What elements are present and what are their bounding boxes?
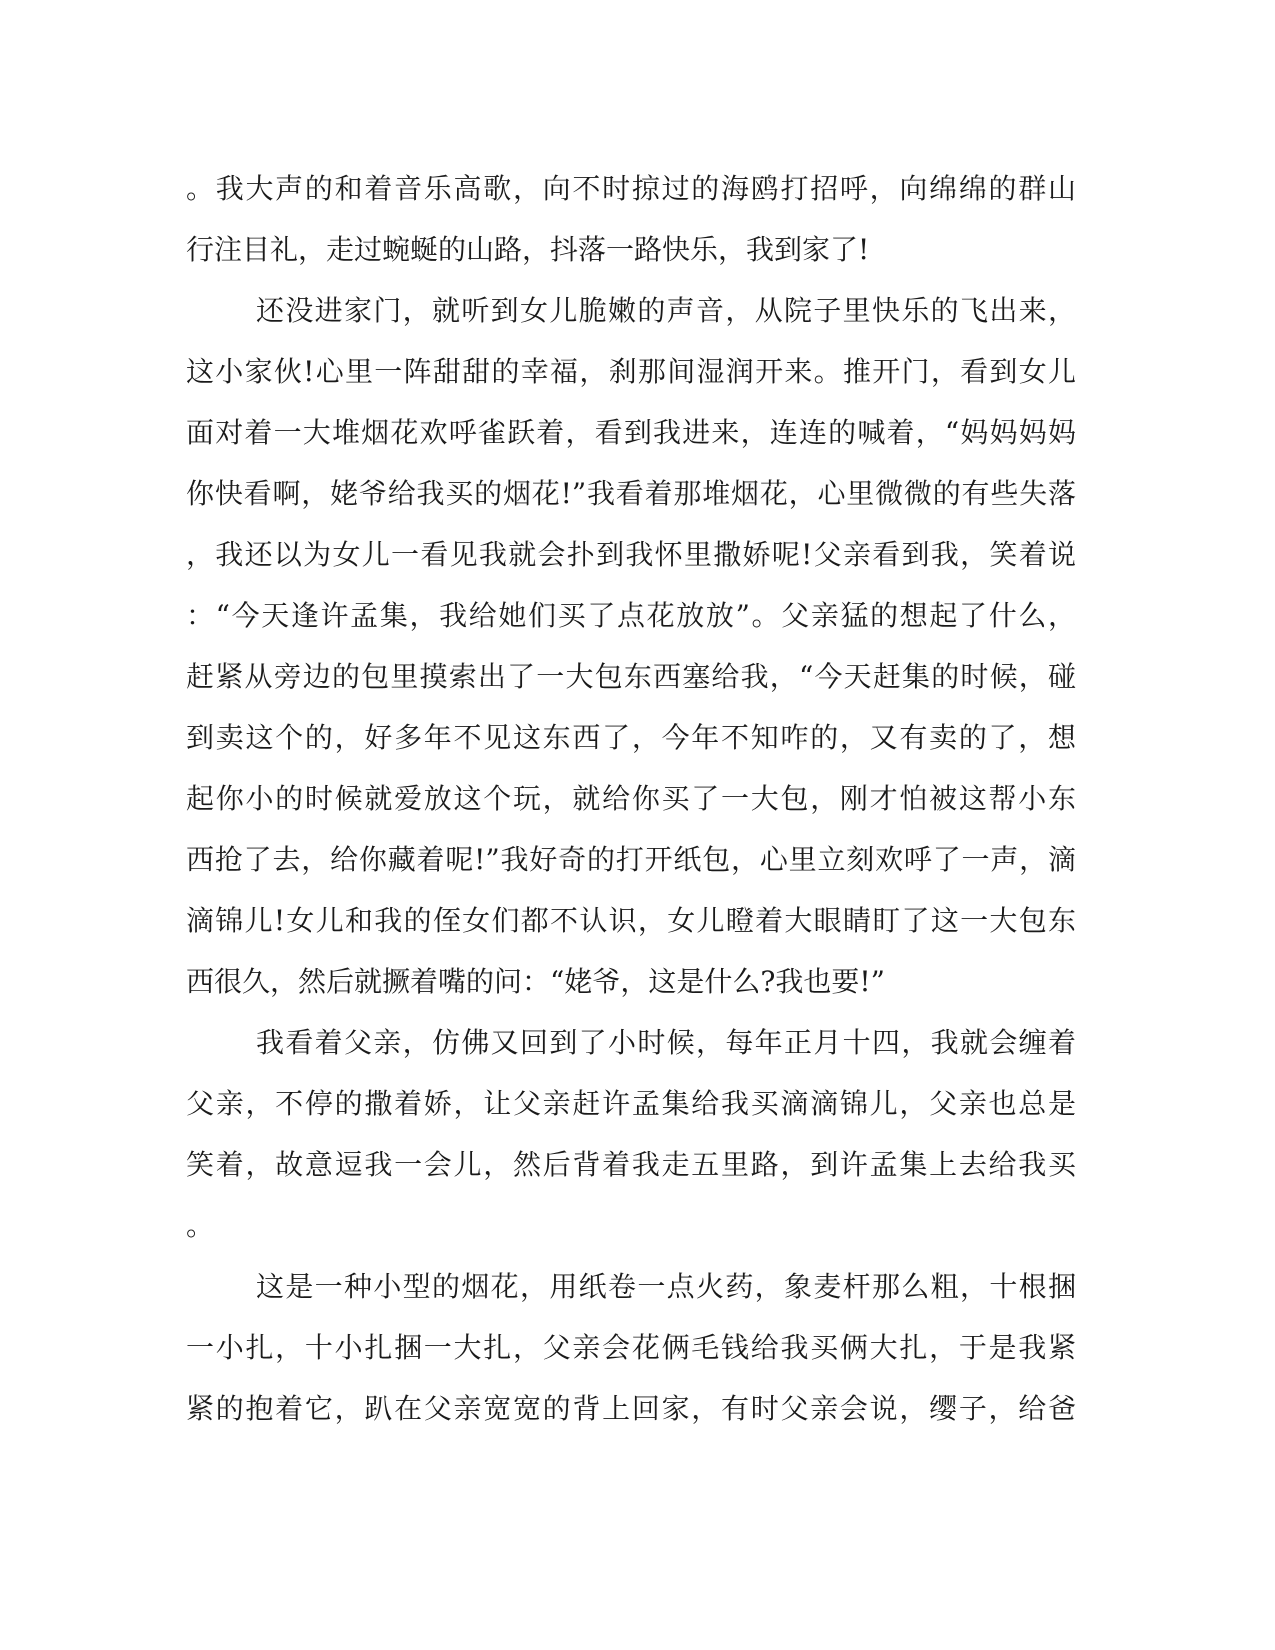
text-line: 面对着一大堆烟花欢呼雀跃着，看到我进来，连连的喊着，“妈妈妈妈	[186, 416, 1076, 449]
text-line: 一小扎，十小扎捆一大扎，父亲会花俩毛钱给我买俩大扎，于是我紧	[186, 1331, 1076, 1364]
text-line: ，我还以为女儿一看见我就会扑到我怀里撒娇呢!父亲看到我，笑着说	[186, 538, 1076, 571]
text-line: 。我大声的和着音乐高歌，向不时掠过的海鸥打招呼，向绵绵的群山	[186, 172, 1076, 205]
text-line: 紧的抱着它，趴在父亲宽宽的背上回家，有时父亲会说，缨子，给爸	[186, 1392, 1076, 1425]
text-line: 笑着，故意逗我一会儿，然后背着我走五里路，到许孟集上去给我买	[186, 1148, 1076, 1181]
text-line: 到卖这个的，好多年不见这东西了，今年不知咋的，又有卖的了，想	[186, 721, 1076, 754]
text-line: 父亲，不停的撒着娇，让父亲赶许孟集给我买滴滴锦儿，父亲也总是	[186, 1087, 1076, 1120]
text-line: 这小家伙!心里一阵甜甜的幸福，刹那间湿润开来。推开门，看到女儿	[186, 355, 1076, 388]
text-line: 西抢了去，给你藏着呢!”我好奇的打开纸包，心里立刻欢呼了一声，滴	[186, 843, 1076, 876]
text-line: 。	[186, 1209, 215, 1242]
text-line: 还没进家门，就听到女儿脆嫩的声音，从院子里快乐的飞出来，	[256, 294, 1076, 327]
text-line: 滴锦儿!女儿和我的侄女们都不认识，女儿瞪着大眼睛盯了这一大包东	[186, 904, 1076, 937]
text-line: 你快看啊，姥爷给我买的烟花!”我看着那堆烟花，心里微微的有些失落	[186, 477, 1076, 510]
text-line: 西很久，然后就撅着嘴的问：“姥爷，这是什么?我也要!”	[186, 965, 885, 998]
document-body	[186, 158, 1076, 1439]
text-line: 赶紧从旁边的包里摸索出了一大包东西塞给我，“今天赶集的时候，碰	[186, 660, 1076, 693]
text-line: ：“今天逢许孟集，我给她们买了点花放放”。父亲猛的想起了什么，	[186, 599, 1076, 632]
text-line: 我看着父亲，仿佛又回到了小时候，每年正月十四，我就会缠着	[256, 1026, 1076, 1059]
text-line: 行注目礼，走过蜿蜒的山路，抖落一路快乐，我到家了!	[186, 233, 870, 266]
text-line: 这是一种小型的烟花，用纸卷一点火药，象麦杆那么粗，十根捆	[256, 1270, 1076, 1303]
text-line: 起你小的时候就爱放这个玩，就给你买了一大包，刚才怕被这帮小东	[186, 782, 1076, 815]
